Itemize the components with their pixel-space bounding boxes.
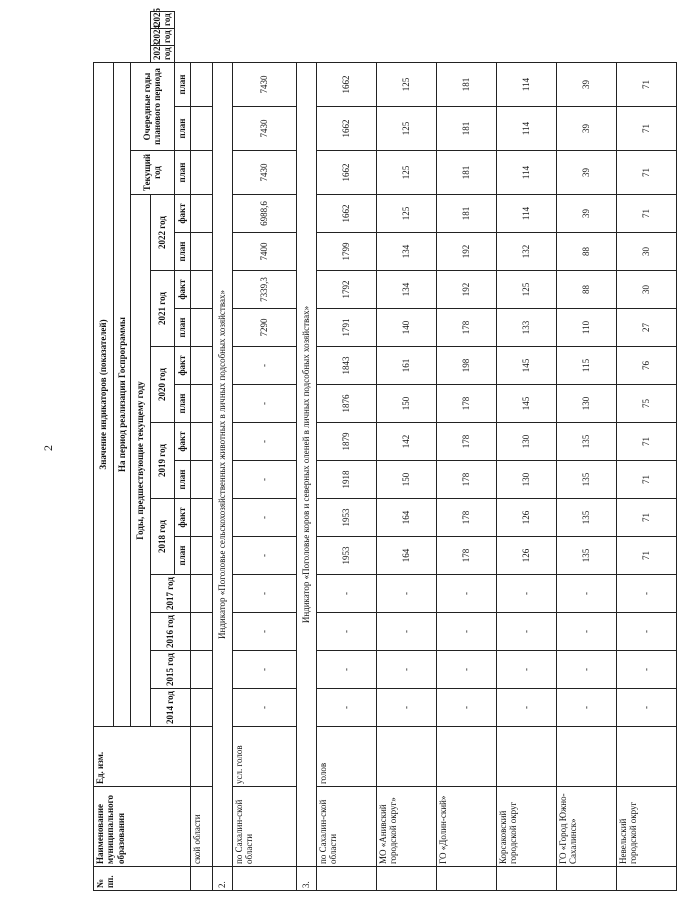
table-cell	[190, 613, 212, 651]
table-cell: 114	[496, 195, 556, 233]
table-cell: 75	[616, 385, 676, 423]
header-num: № пп.	[94, 867, 191, 891]
section-title: Индикатор «Поголовье сельскохозяйственных животных в личных подсобных хозяйствах»	[212, 62, 232, 866]
table-cell: -	[436, 613, 496, 651]
row-unit: голов	[316, 727, 376, 787]
table-cell: -	[232, 537, 296, 575]
header-year-2018: 2018 год	[151, 499, 175, 575]
page-number: 2	[41, 445, 55, 451]
table-cell	[190, 309, 212, 347]
table-cell: -	[616, 651, 676, 689]
table-cell: 125	[376, 107, 436, 151]
table-cell: 150	[376, 385, 436, 423]
header-year-2019: 2019 год	[151, 423, 175, 499]
table-cell: 27	[616, 309, 676, 347]
table-cell: -	[316, 575, 376, 613]
table-cell: 130	[556, 385, 616, 423]
table-cell: 164	[376, 499, 436, 537]
row-name: МО «Анивский городской округ»	[376, 787, 436, 867]
table-cell: -	[616, 575, 676, 613]
table-row	[212, 12, 232, 891]
table-cell: 178	[436, 423, 496, 461]
table-row	[376, 12, 436, 891]
table-cell: -	[436, 689, 496, 727]
table-cell	[190, 575, 212, 613]
header-year-2020: 2020 год	[151, 347, 175, 423]
row-num	[436, 867, 496, 891]
table-cell: 76	[616, 347, 676, 385]
table-cell: 39	[556, 62, 616, 106]
table-cell	[190, 233, 212, 271]
table-cell: 71	[616, 537, 676, 575]
header-year-2014: 2014 год	[151, 689, 191, 727]
header-current-year: Текущий год	[131, 151, 175, 195]
table-cell: -	[556, 651, 616, 689]
table-cell: 1953	[316, 499, 376, 537]
table-cell: 71	[616, 151, 676, 195]
table-cell: -	[376, 613, 436, 651]
table-cell: -	[232, 689, 296, 727]
table-cell: 145	[496, 347, 556, 385]
row-num	[616, 867, 676, 891]
table-cell	[190, 385, 212, 423]
header-year-2024: 2024 год	[151, 29, 175, 46]
table-cell: 114	[496, 151, 556, 195]
table-cell: 135	[556, 461, 616, 499]
row-num	[316, 867, 376, 891]
row-name: ской области	[190, 787, 212, 867]
header-fact: факт	[174, 347, 190, 385]
table-cell: -	[232, 347, 296, 385]
table-cell: 198	[436, 347, 496, 385]
table-cell	[190, 151, 212, 195]
table-cell: -	[232, 613, 296, 651]
table-cell: 7400	[232, 233, 296, 271]
table-cell: -	[376, 575, 436, 613]
header-year-2021: 2021 год	[151, 271, 175, 347]
table-cell: 114	[496, 62, 556, 106]
table-cell: 1876	[316, 385, 376, 423]
row-name: ГО «Долин-ский»	[436, 787, 496, 867]
table-cell: -	[316, 651, 376, 689]
table-cell: 181	[436, 107, 496, 151]
header-fact: факт	[174, 271, 190, 309]
table-cell: -	[616, 689, 676, 727]
table-cell	[190, 423, 212, 461]
table-cell: -	[496, 651, 556, 689]
table-cell: 1662	[316, 62, 376, 106]
table-cell: 1791	[316, 309, 376, 347]
header-plan: план	[174, 385, 190, 423]
header-year-2015: 2015 год	[151, 651, 191, 689]
table-cell: 164	[376, 537, 436, 575]
header-plan: план	[174, 233, 190, 271]
header-fact: факт	[174, 195, 190, 233]
table-cell: 125	[376, 151, 436, 195]
table-cell: -	[496, 613, 556, 651]
table-cell: 140	[376, 309, 436, 347]
table-cell: -	[232, 461, 296, 499]
table-cell: -	[616, 613, 676, 651]
section-title: Индикатор «Поголовье коров и северных оленей в личных подсобных хозяйствах»	[296, 62, 316, 866]
table-cell: 134	[376, 271, 436, 309]
row-unit	[616, 727, 676, 787]
row-name: по Сахалин-ской области	[316, 787, 376, 867]
header-plan: план	[174, 309, 190, 347]
table-cell: 39	[556, 195, 616, 233]
table-cell: 178	[436, 499, 496, 537]
table-cell: 125	[376, 62, 436, 106]
table-cell: 88	[556, 271, 616, 309]
table-cell: -	[232, 385, 296, 423]
header-year-2025: 2025 год	[151, 12, 175, 29]
table-row	[616, 12, 676, 891]
header-year-2016: 2016 год	[151, 613, 191, 651]
table-cell: 7430	[232, 62, 296, 106]
row-num	[376, 867, 436, 891]
row-num	[496, 867, 556, 891]
header-unit: Ед. изм.	[94, 727, 191, 787]
table-cell: 181	[436, 151, 496, 195]
table-cell: -	[232, 423, 296, 461]
table-cell: -	[436, 575, 496, 613]
table-cell: 132	[496, 233, 556, 271]
table-cell: 135	[556, 423, 616, 461]
table-cell: -	[496, 689, 556, 727]
table-cell: 1843	[316, 347, 376, 385]
row-unit	[436, 727, 496, 787]
table-row	[316, 12, 376, 891]
table-cell: 125	[496, 271, 556, 309]
row-unit	[376, 727, 436, 787]
table-cell: 6988,6	[232, 195, 296, 233]
header-fact: факт	[174, 423, 190, 461]
table-cell: 178	[436, 461, 496, 499]
table-row	[436, 12, 496, 891]
table-cell: 1662	[316, 151, 376, 195]
table-cell: -	[232, 651, 296, 689]
table-cell: 71	[616, 107, 676, 151]
table-cell: 134	[376, 233, 436, 271]
table-cell: 1662	[316, 107, 376, 151]
table-cell: 125	[376, 195, 436, 233]
table-cell: 178	[436, 537, 496, 575]
table-cell: 135	[556, 537, 616, 575]
table-cell: -	[556, 689, 616, 727]
table-cell	[190, 195, 212, 233]
indicators-table	[93, 8, 677, 891]
table-row	[190, 12, 212, 891]
table-cell	[190, 537, 212, 575]
table-cell: 133	[496, 309, 556, 347]
table-cell: 110	[556, 309, 616, 347]
header-prev-years: Годы, предшествующие текущему году	[131, 195, 151, 727]
header-plan: план	[174, 151, 190, 195]
table-cell: 192	[436, 233, 496, 271]
row-unit	[556, 727, 616, 787]
table-cell: 178	[436, 385, 496, 423]
table-cell	[190, 499, 212, 537]
table-cell	[190, 271, 212, 309]
table-cell: -	[232, 575, 296, 613]
table-cell: 7290	[232, 309, 296, 347]
row-name: Невельский городской округ	[616, 787, 676, 867]
table-cell: 30	[616, 233, 676, 271]
section-num: 3.	[296, 867, 316, 891]
table-cell: 192	[436, 271, 496, 309]
table-cell: 39	[556, 151, 616, 195]
table-cell: 30	[616, 271, 676, 309]
row-name: по Сахалин-ской области	[232, 787, 296, 867]
table-cell: 150	[376, 461, 436, 499]
table-cell: 1879	[316, 423, 376, 461]
header-year-2022: 2022 год	[151, 195, 175, 271]
table-cell	[190, 689, 212, 727]
table-row	[496, 12, 556, 891]
header-indicators: Значение индикаторов (показателей)	[94, 62, 114, 726]
table-cell	[190, 62, 212, 106]
table-cell: 135	[556, 499, 616, 537]
table-cell	[190, 651, 212, 689]
table-cell: 7339,3	[232, 271, 296, 309]
table-cell	[190, 727, 212, 787]
table-cell: 130	[496, 461, 556, 499]
table-cell: -	[376, 651, 436, 689]
table-cell: 1799	[316, 233, 376, 271]
table-cell: 115	[556, 347, 616, 385]
table-cell: 181	[436, 62, 496, 106]
row-name: ГО «Город Южно-Сахалинск»	[556, 787, 616, 867]
rotated-page	[93, 8, 652, 891]
row-name: Корсаковский городской округ	[496, 787, 556, 867]
table-cell: 7430	[232, 107, 296, 151]
table-cell: 71	[616, 423, 676, 461]
table-cell: 1918	[316, 461, 376, 499]
table-cell: -	[316, 613, 376, 651]
table-cell: 1953	[316, 537, 376, 575]
header-plan: план	[174, 537, 190, 575]
header-plan: план	[174, 62, 190, 106]
row-num	[232, 867, 296, 891]
header-plan: план	[174, 107, 190, 151]
table-cell: 1792	[316, 271, 376, 309]
table-cell: 88	[556, 233, 616, 271]
row-unit	[496, 727, 556, 787]
table-cell: 126	[496, 537, 556, 575]
table-cell: 181	[436, 195, 496, 233]
table-cell: -	[232, 499, 296, 537]
table-cell: 145	[496, 385, 556, 423]
row-num	[556, 867, 616, 891]
row-unit: усл. голов	[232, 727, 296, 787]
header-next-years: Очередные годы планового периода	[131, 62, 175, 150]
header-year-2017: 2017 год	[151, 575, 191, 613]
table-cell: -	[376, 689, 436, 727]
table-cell	[190, 347, 212, 385]
table-cell: 178	[436, 309, 496, 347]
table-cell: 126	[496, 499, 556, 537]
table-cell: 142	[376, 423, 436, 461]
table-row	[232, 12, 296, 891]
table-row	[556, 12, 616, 891]
header-name: Наименование муниципального образования	[94, 787, 191, 867]
section-num: 2.	[212, 867, 232, 891]
table-cell	[190, 107, 212, 151]
header-year-2023: 2023 год	[151, 46, 175, 63]
header-plan: план	[174, 461, 190, 499]
table-cell: -	[556, 613, 616, 651]
row-num	[190, 867, 212, 891]
table-cell: 71	[616, 195, 676, 233]
table-cell: 114	[496, 107, 556, 151]
table-cell: 1662	[316, 195, 376, 233]
header-period: На период реализации Госпрограммы	[114, 62, 131, 726]
table-cell: -	[316, 689, 376, 727]
table-cell: 7430	[232, 151, 296, 195]
table-cell: -	[556, 575, 616, 613]
table-cell	[190, 461, 212, 499]
table-cell: 130	[496, 423, 556, 461]
header-fact: факт	[174, 499, 190, 537]
table-row	[296, 12, 316, 891]
table-cell: 161	[376, 347, 436, 385]
table-cell: 71	[616, 499, 676, 537]
table-cell: 71	[616, 62, 676, 106]
table-cell: -	[436, 651, 496, 689]
table-cell: 71	[616, 461, 676, 499]
table-cell: -	[496, 575, 556, 613]
table-cell: 39	[556, 107, 616, 151]
